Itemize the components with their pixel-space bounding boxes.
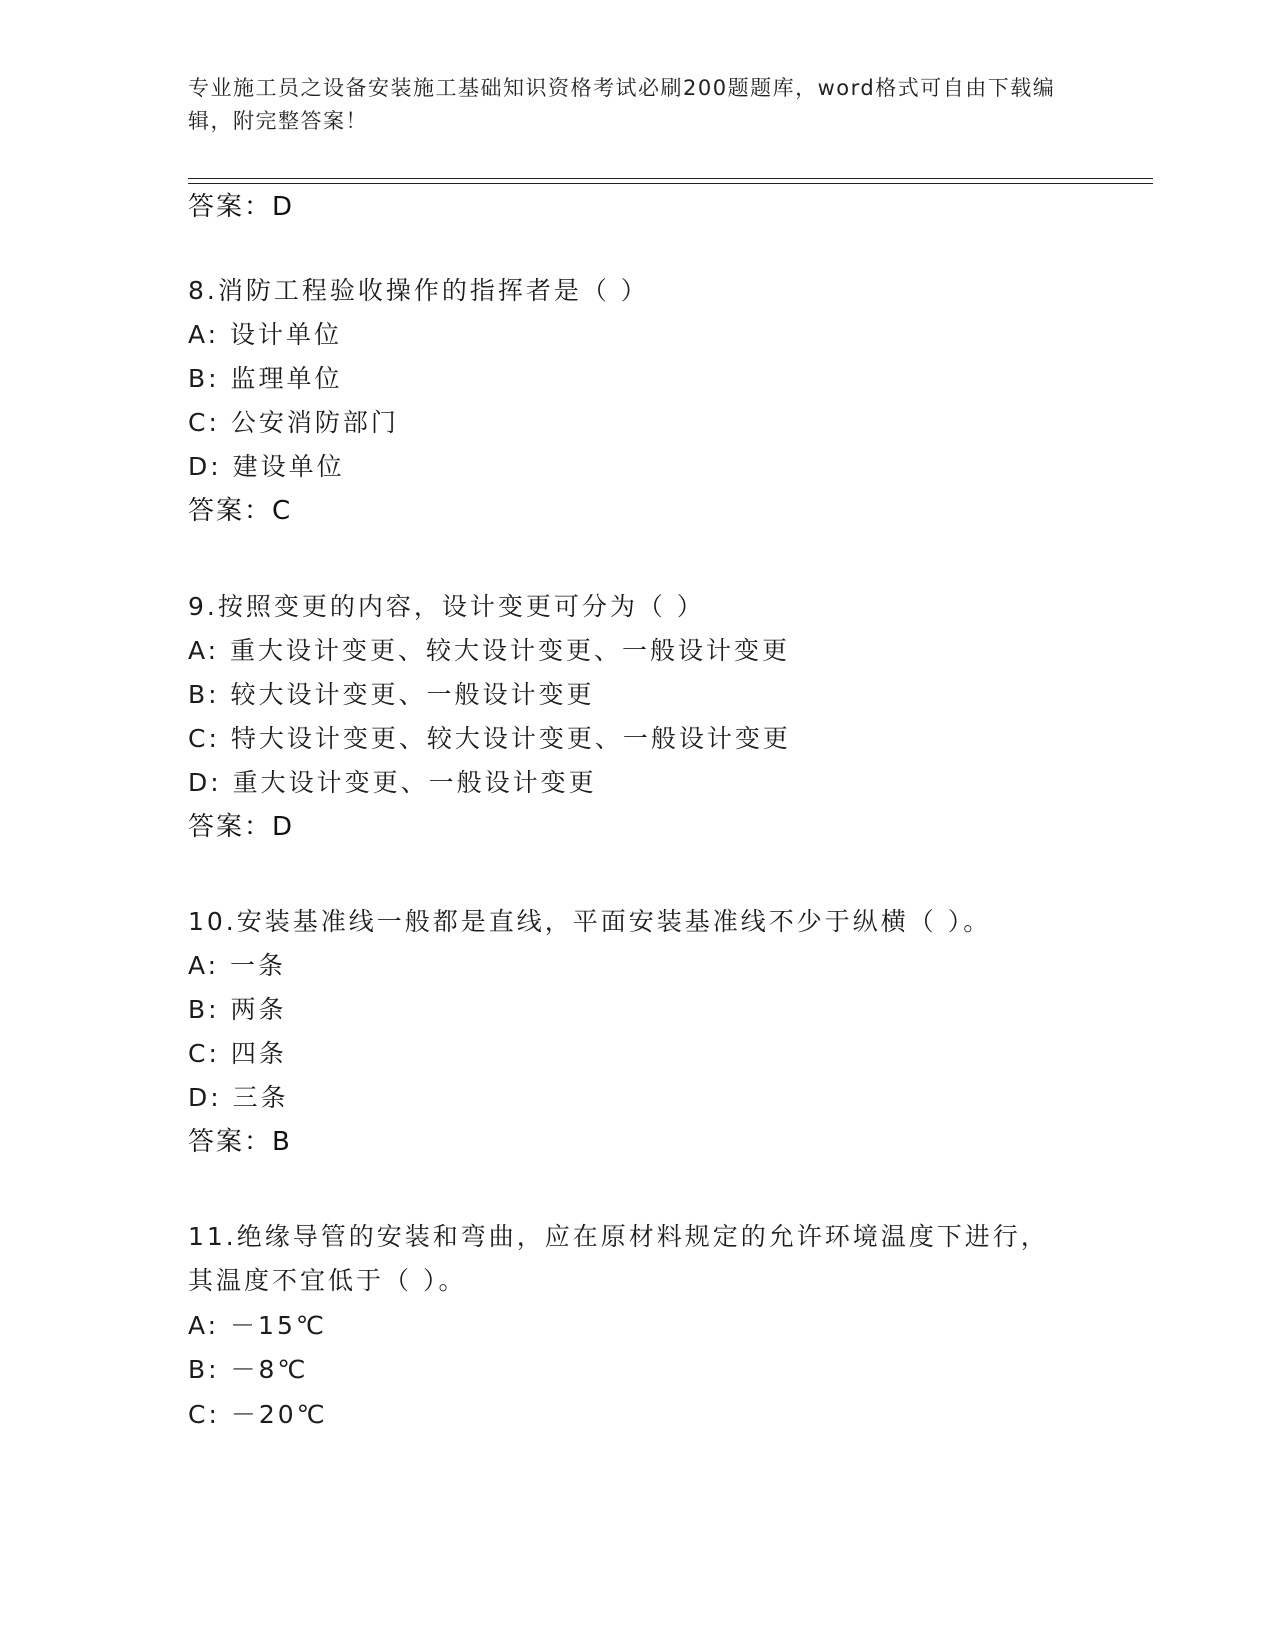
question-9-option-a: A: 重大设计变更、较大设计变更、一般设计变更 [188,636,791,665]
question-8-option-c: C: 公安消防部门 [188,408,399,437]
header-divider-bottom [188,183,1153,184]
question-11-option-c: C: －20℃ [188,1400,328,1429]
question-8-option-a: A: 设计单位 [188,320,343,349]
question-10-answer: 答案：B [188,1127,292,1157]
question-8-option-b: B: 监理单位 [188,364,343,393]
question-10-option-a: A: 一条 [188,951,287,980]
question-11-stem-line-2: 其温度不宜低于（ ）。 [188,1266,467,1295]
question-9-answer: 答案：D [188,812,295,842]
question-11-stem-line-1: 11.绝缘导管的安装和弯曲，应在原材料规定的允许环境温度下进行， [188,1222,1049,1251]
question-8-answer: 答案：C [188,496,293,526]
question-11-option-b: B: －8℃ [188,1355,309,1384]
question-11-option-a: A: －15℃ [188,1311,327,1340]
question-10-stem: 10.安装基准线一般都是直线，平面安装基准线不少于纵横（ ）。 [188,907,992,936]
question-9-stem: 9.按照变更的内容，设计变更可分为（ ） [188,592,705,621]
previous-answer: 答案：D [188,192,295,222]
question-9-option-d: D: 重大设计变更、一般设计变更 [188,768,597,797]
question-9-option-c: C: 特大设计变更、较大设计变更、一般设计变更 [188,724,791,753]
question-10-option-b: B: 两条 [188,995,287,1024]
header-divider-top [188,178,1153,179]
document-header: 专业施工员之设备安装施工基础知识资格考试必刷200题题库，word格式可自由下载编辑，附完整答案！ [188,76,1056,133]
question-10-option-d: D: 三条 [188,1083,289,1112]
question-10-option-c: C: 四条 [188,1039,287,1068]
question-9-option-b: B: 较大设计变更、一般设计变更 [188,680,595,709]
question-8-option-d: D: 建设单位 [188,452,345,481]
question-8-stem: 8.消防工程验收操作的指挥者是（ ） [188,276,649,305]
